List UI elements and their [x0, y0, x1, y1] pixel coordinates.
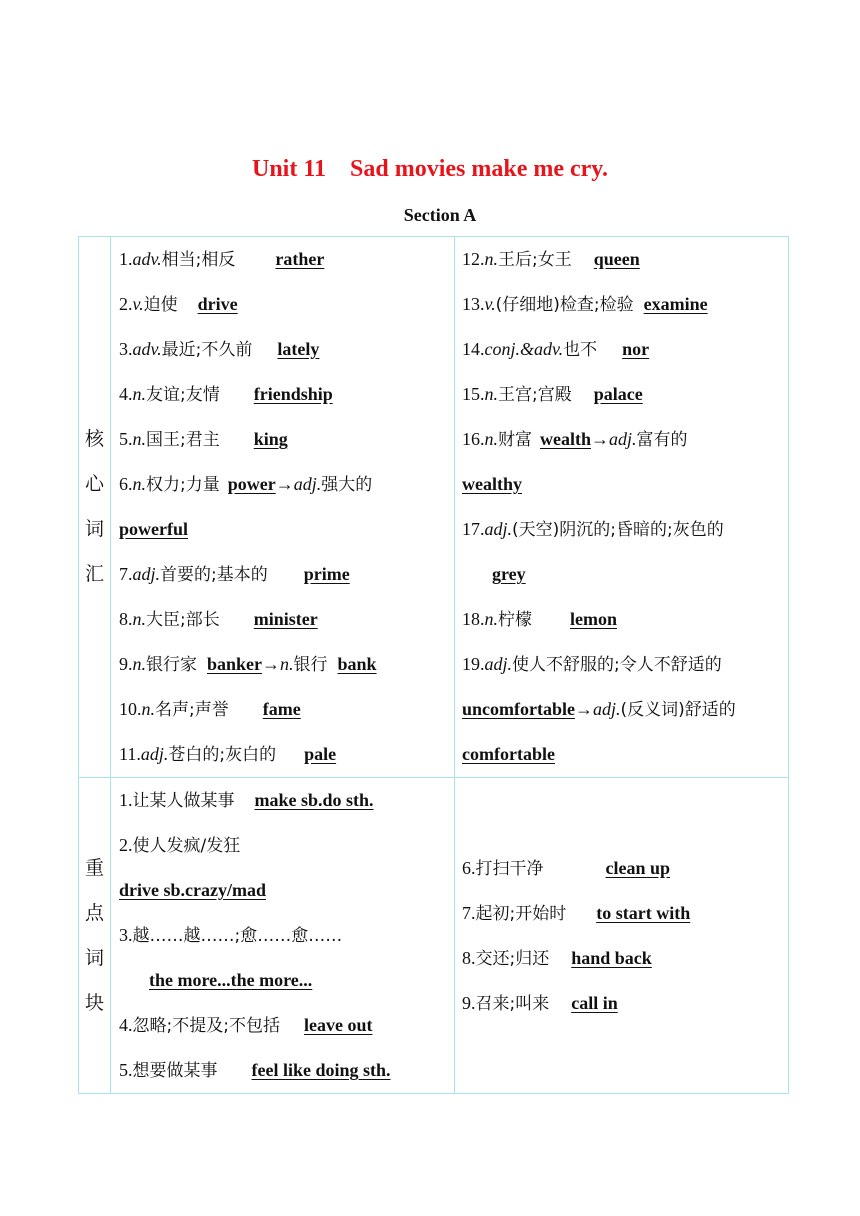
- list-item: 12.n.王后;女王 queen: [462, 249, 640, 270]
- list-item: 9.n.银行家 banker→n.银行 bank: [119, 654, 377, 675]
- list-item: 19.adj.使人不舒服的;令人不舒适的: [462, 654, 722, 675]
- list-item: wealthy: [462, 474, 522, 494]
- list-item: 2.v.迫使 drive: [119, 294, 238, 315]
- section-heading: Section A: [403, 205, 477, 225]
- list-item: powerful: [119, 519, 188, 539]
- vocab-left-column: [111, 237, 455, 778]
- list-item: 2.使人发疯/发狂: [119, 835, 241, 856]
- vocab-table: [78, 236, 789, 1094]
- list-item: 8.n.大臣;部长 minister: [119, 609, 318, 630]
- list-item: 4.n.友谊;友情 friendship: [119, 384, 333, 405]
- list-item: 17.adj.(天空)阴沉的;昏暗的;灰色的: [462, 519, 724, 540]
- list-item: 18.n.柠檬 lemon: [462, 609, 617, 630]
- list-item: 1.adv.相当;相反 rather: [119, 249, 325, 270]
- list-item: 5.想要做某事 feel like doing sth.: [119, 1060, 391, 1081]
- list-item: 6.打扫干净 clean up: [462, 858, 671, 879]
- list-item: 4.忽略;不提及;不包括 leave out: [119, 1015, 373, 1036]
- list-item: comfortable: [462, 744, 555, 764]
- unit-title: Unit 11 Sad movies make me cry.: [252, 156, 608, 182]
- list-item: 11.adj.苍白的;灰白的 pale: [119, 744, 337, 765]
- list-item: grey: [492, 564, 526, 584]
- list-item: 7.adj.首要的;基本的 prime: [119, 564, 350, 585]
- list-item: 14.conj.&adv.也不 nor: [462, 339, 650, 360]
- list-item: 16.n.财富 wealth→adj.富有的: [462, 429, 688, 450]
- phrases-right-column: [455, 778, 789, 1094]
- list-item: 1.让某人做某事 make sb.do sth.: [119, 790, 374, 811]
- category-key-phrases: 重 点 词 块: [79, 778, 111, 1094]
- list-item: 13.v.(仔细地)检查;检验 examine: [462, 294, 708, 315]
- list-item: 6.n.权力;力量 power→adj.强大的: [119, 474, 373, 495]
- list-item: 15.n.王宫;宫殿 palace: [462, 384, 643, 405]
- category-core-vocab: 核 心 词 汇: [79, 237, 111, 778]
- list-item: drive sb.crazy/mad: [119, 880, 266, 900]
- vocab-right-column: [455, 237, 789, 778]
- phrases-left-column: [111, 778, 455, 1094]
- list-item: 7.起初;开始时 to start with: [462, 903, 691, 924]
- list-item: 3.adv.最近;不久前 lately: [119, 339, 320, 360]
- list-item: 8.交还;归还 hand back: [462, 948, 652, 969]
- list-item: 5.n.国王;君主 king: [119, 429, 288, 450]
- list-item: the more...the more...: [149, 970, 313, 990]
- list-item: 9.召来;叫来 call in: [462, 993, 618, 1014]
- list-item: uncomfortable→adj.(反义词)舒适的: [462, 699, 736, 720]
- list-item: 10.n.名声;声誉 fame: [119, 699, 301, 720]
- list-item: 3.越……越……;愈……愈……: [119, 925, 343, 946]
